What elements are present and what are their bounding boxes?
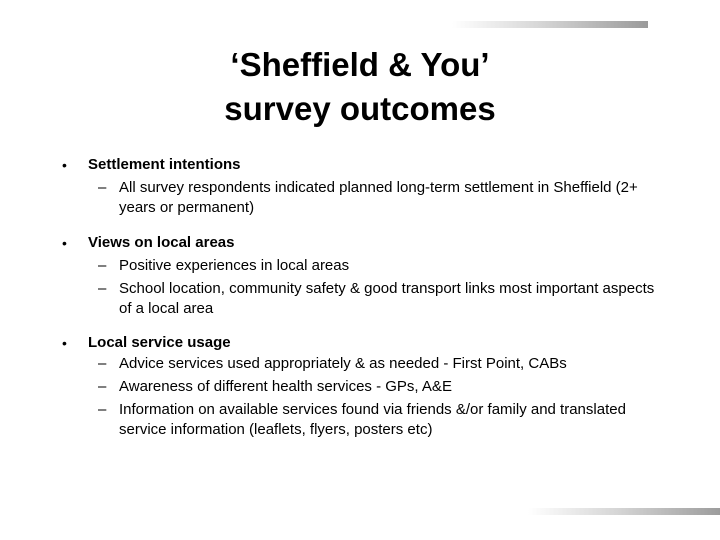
top-decorative-bar — [452, 21, 648, 28]
sub-item-text: School location, community safety & good transport links most important aspects of a local area — [119, 280, 655, 317]
bullet-heading: Views on local areas — [88, 234, 235, 251]
dash-marker: – — [98, 355, 107, 372]
bullet-heading: Local service usage — [88, 334, 231, 351]
dash-marker: – — [98, 378, 107, 395]
sub-item-text: All survey respondents indicated planned long-term settlement in Sheffield (2+ years or permanent) — [119, 179, 638, 216]
sub-item-text: Awareness of different health services - GPs, A&E — [119, 378, 452, 395]
sub-item-text: Advice services used appropriately & as needed - First Point, CABs — [119, 355, 567, 372]
dash-marker: – — [98, 179, 107, 196]
bullet-marker: • — [62, 157, 67, 173]
sub-item-text: Information on available services found via friends &/or family and translated service information (leaflets, flyers, posters etc) — [119, 401, 626, 438]
sub-item-text: Positive experiences in local areas — [119, 257, 350, 274]
bottom-decorative-bar — [528, 508, 720, 515]
dash-marker: – — [98, 257, 107, 274]
dash-marker: – — [98, 280, 107, 297]
bullet-marker: • — [62, 235, 67, 251]
bullet-marker: • — [62, 335, 67, 351]
title-line-1: ‘Sheffield & You’ — [230, 46, 490, 83]
title-line-2: survey outcomes — [224, 90, 496, 127]
dash-marker: – — [98, 401, 107, 418]
slide-title — [0, 43, 720, 131]
bullet-heading: Settlement intentions — [88, 156, 241, 173]
